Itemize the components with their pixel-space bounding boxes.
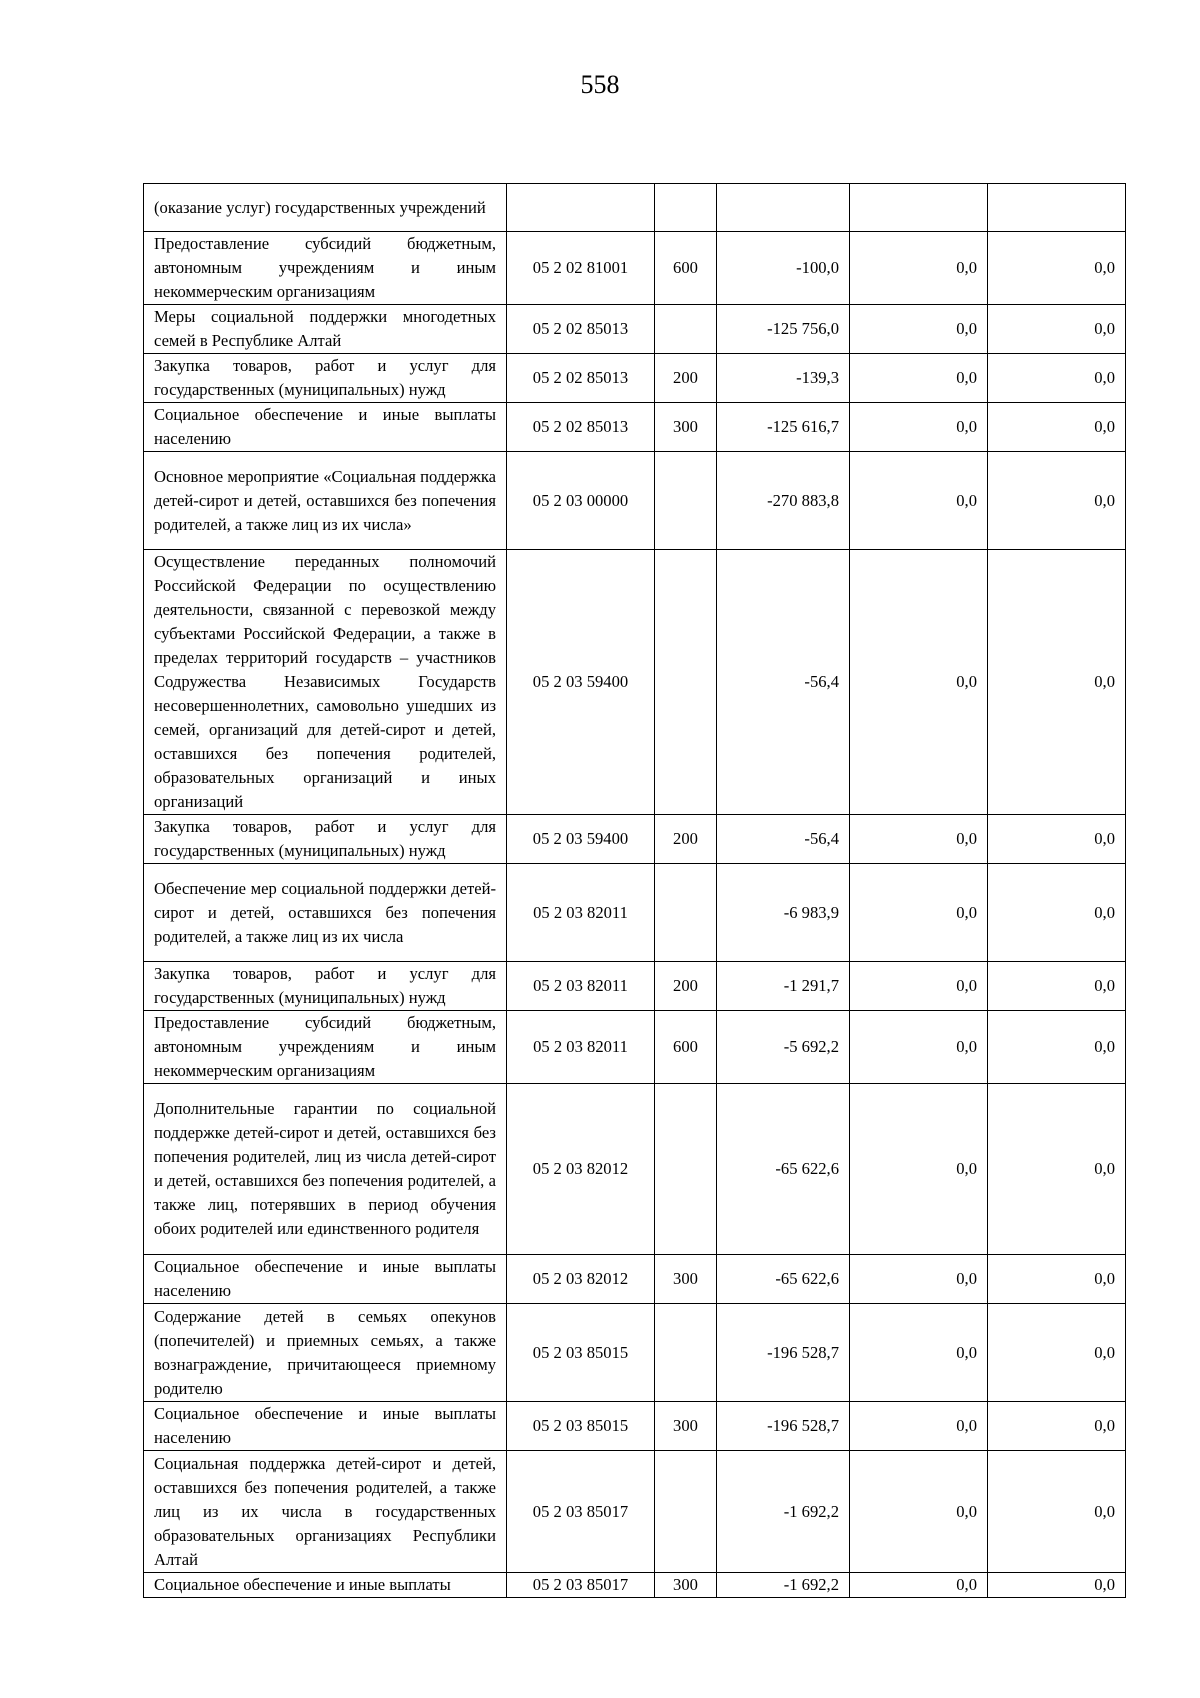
row-type-cell — [655, 452, 717, 550]
row-amount-cell: -125 756,0 — [717, 305, 850, 354]
row-type-cell: 300 — [655, 1255, 717, 1304]
row-type-cell: 200 — [655, 815, 717, 864]
row-name-cell: Меры социальной поддержки многодетных семей в Республике Алтай — [144, 305, 507, 354]
table-row — [144, 550, 1126, 815]
row-year3-cell: 0,0 — [988, 550, 1126, 815]
row-amount-cell: -1 692,2 — [717, 1451, 850, 1573]
row-year3-cell — [988, 184, 1126, 232]
row-amount-cell: -139,3 — [717, 354, 850, 403]
row-amount-cell: -125 616,7 — [717, 403, 850, 452]
row-year2-cell: 0,0 — [850, 452, 988, 550]
page-number: 558 — [580, 70, 620, 99]
row-year3-cell: 0,0 — [988, 452, 1126, 550]
row-year2-cell: 0,0 — [850, 864, 988, 962]
row-year2-cell: 0,0 — [850, 1402, 988, 1451]
row-type-cell — [655, 184, 717, 232]
table-row — [144, 1011, 1126, 1084]
row-year3-cell: 0,0 — [988, 403, 1126, 452]
row-amount-cell: -6 983,9 — [717, 864, 850, 962]
row-year2-cell — [850, 184, 988, 232]
table-row — [144, 452, 1126, 550]
row-code-cell: 05 2 03 59400 — [507, 550, 655, 815]
row-year2-cell: 0,0 — [850, 1304, 988, 1402]
row-amount-cell: -1 692,2 — [717, 1573, 850, 1598]
row-code-cell: 05 2 03 85017 — [507, 1573, 655, 1598]
row-code-cell: 05 2 03 82012 — [507, 1084, 655, 1255]
row-year3-cell: 0,0 — [988, 1402, 1126, 1451]
row-year2-cell: 0,0 — [850, 1573, 988, 1598]
row-name-cell: Закупка товаров, работ и услуг для государственных (муниципальных) нужд — [144, 815, 507, 864]
row-name-cell: Социальное обеспечение и иные выплаты населению — [144, 1255, 507, 1304]
row-year2-cell: 0,0 — [850, 1451, 988, 1573]
row-amount-cell: -196 528,7 — [717, 1304, 850, 1402]
row-code-cell: 05 2 02 85013 — [507, 354, 655, 403]
table-row — [144, 232, 1126, 305]
row-type-cell: 300 — [655, 1573, 717, 1598]
row-type-cell: 200 — [655, 354, 717, 403]
row-name-cell: Социальное обеспечение и иные выплаты населению — [144, 1402, 507, 1451]
row-code-cell — [507, 184, 655, 232]
row-year3-cell: 0,0 — [988, 815, 1126, 864]
row-code-cell: 05 2 02 85013 — [507, 305, 655, 354]
row-year3-cell: 0,0 — [988, 864, 1126, 962]
row-year3-cell: 0,0 — [988, 1255, 1126, 1304]
row-name-cell: Социальное обеспечение и иные выплаты населению — [144, 403, 507, 452]
row-year2-cell: 0,0 — [850, 305, 988, 354]
budget-table-body — [144, 184, 1126, 1598]
row-year2-cell: 0,0 — [850, 1011, 988, 1084]
row-code-cell: 05 2 03 85015 — [507, 1304, 655, 1402]
row-type-cell: 600 — [655, 232, 717, 305]
row-year3-cell: 0,0 — [988, 1011, 1126, 1084]
row-type-cell — [655, 1304, 717, 1402]
row-year3-cell: 0,0 — [988, 1084, 1126, 1255]
row-year2-cell: 0,0 — [850, 403, 988, 452]
table-row — [144, 1451, 1126, 1573]
row-name-cell: Осуществление переданных полномочий Российской Федерации по осуществлению деятельности, связанной с перевозкой между субъектами Российской Федерации, а также в пределах территорий государств – участников Содружества Независимых Государств несовершеннолетних, самовольно ушедших из семей, организаций для детей-сирот и детей, оставшихся без попечения родителей, образовательных организаций и иных организаций — [144, 550, 507, 815]
row-name-cell: Содержание детей в семьях опекунов (попечителей) и приемных семьях, а также вознаграждение, причитающееся приемному родителю — [144, 1304, 507, 1402]
table-row — [144, 962, 1126, 1011]
row-code-cell: 05 2 03 82011 — [507, 1011, 655, 1084]
row-name-cell: Закупка товаров, работ и услуг для государственных (муниципальных) нужд — [144, 962, 507, 1011]
row-type-cell: 300 — [655, 1402, 717, 1451]
table-row — [144, 354, 1126, 403]
row-code-cell: 05 2 02 81001 — [507, 232, 655, 305]
row-name-cell: Предоставление субсидий бюджетным, автономным учреждениям и иным некоммерческим организациям — [144, 232, 507, 305]
row-type-cell: 200 — [655, 962, 717, 1011]
table-row — [144, 1084, 1126, 1255]
row-year2-cell: 0,0 — [850, 815, 988, 864]
row-type-cell — [655, 864, 717, 962]
row-type-cell — [655, 550, 717, 815]
row-type-cell — [655, 1084, 717, 1255]
row-amount-cell: -100,0 — [717, 232, 850, 305]
row-year3-cell: 0,0 — [988, 354, 1126, 403]
table-row — [144, 815, 1126, 864]
row-name-cell: Социальное обеспечение и иные выплаты — [144, 1573, 507, 1598]
row-code-cell: 05 2 03 82011 — [507, 962, 655, 1011]
table-row — [144, 1402, 1126, 1451]
row-year2-cell: 0,0 — [850, 1255, 988, 1304]
table-row — [144, 305, 1126, 354]
row-year3-cell: 0,0 — [988, 232, 1126, 305]
table-row — [144, 1255, 1126, 1304]
row-code-cell: 05 2 02 85013 — [507, 403, 655, 452]
row-name-cell: Дополнительные гарантии по социальной поддержке детей-сирот и детей, оставшихся без попечения родителей, лиц из числа детей-сирот и детей, оставшихся без попечения родителей, а также лиц, потерявших в период обучения обоих родителей или единственного родителя — [144, 1084, 507, 1255]
table-row — [144, 1304, 1126, 1402]
row-year2-cell: 0,0 — [850, 962, 988, 1011]
row-year2-cell: 0,0 — [850, 232, 988, 305]
row-code-cell: 05 2 03 59400 — [507, 815, 655, 864]
row-year2-cell: 0,0 — [850, 550, 988, 815]
row-amount-cell: -65 622,6 — [717, 1084, 850, 1255]
row-year3-cell: 0,0 — [988, 1573, 1126, 1598]
row-code-cell: 05 2 03 82012 — [507, 1255, 655, 1304]
row-year3-cell: 0,0 — [988, 305, 1126, 354]
row-year2-cell: 0,0 — [850, 1084, 988, 1255]
row-code-cell: 05 2 03 85015 — [507, 1402, 655, 1451]
row-type-cell: 300 — [655, 403, 717, 452]
row-year3-cell: 0,0 — [988, 1451, 1126, 1573]
table-row — [144, 864, 1126, 962]
table-row — [144, 403, 1126, 452]
row-amount-cell: -56,4 — [717, 550, 850, 815]
row-year3-cell: 0,0 — [988, 962, 1126, 1011]
row-code-cell: 05 2 03 00000 — [507, 452, 655, 550]
row-amount-cell: -1 291,7 — [717, 962, 850, 1011]
row-year2-cell: 0,0 — [850, 354, 988, 403]
row-type-cell — [655, 1451, 717, 1573]
row-code-cell: 05 2 03 82011 — [507, 864, 655, 962]
row-code-cell: 05 2 03 85017 — [507, 1451, 655, 1573]
row-amount-cell: -196 528,7 — [717, 1402, 850, 1451]
table-row — [144, 184, 1126, 232]
row-name-cell: Закупка товаров, работ и услуг для государственных (муниципальных) нужд — [144, 354, 507, 403]
row-name-cell: Основное мероприятие «Социальная поддержка детей-сирот и детей, оставшихся без попечения родителей, а также лиц из их числа» — [144, 452, 507, 550]
table-row — [144, 1573, 1126, 1598]
row-amount-cell: -56,4 — [717, 815, 850, 864]
budget-table — [143, 183, 1126, 1598]
row-year3-cell: 0,0 — [988, 1304, 1126, 1402]
row-name-cell: Обеспечение мер социальной поддержки детей-сирот и детей, оставшихся без попечения родителей, а также лиц из их числа — [144, 864, 507, 962]
row-amount-cell: -270 883,8 — [717, 452, 850, 550]
row-amount-cell: -65 622,6 — [717, 1255, 850, 1304]
row-type-cell: 600 — [655, 1011, 717, 1084]
row-type-cell — [655, 305, 717, 354]
row-amount-cell: -5 692,2 — [717, 1011, 850, 1084]
row-name-cell: Предоставление субсидий бюджетным, автономным учреждениям и иным некоммерческим организациям — [144, 1011, 507, 1084]
row-name-cell: Социальная поддержка детей-сирот и детей, оставшихся без попечения родителей, а также лиц из их числа в государственных образовательных организациях Республики Алтай — [144, 1451, 507, 1573]
row-amount-cell — [717, 184, 850, 232]
row-name-cell: (оказание услуг) государственных учреждений — [144, 184, 507, 232]
